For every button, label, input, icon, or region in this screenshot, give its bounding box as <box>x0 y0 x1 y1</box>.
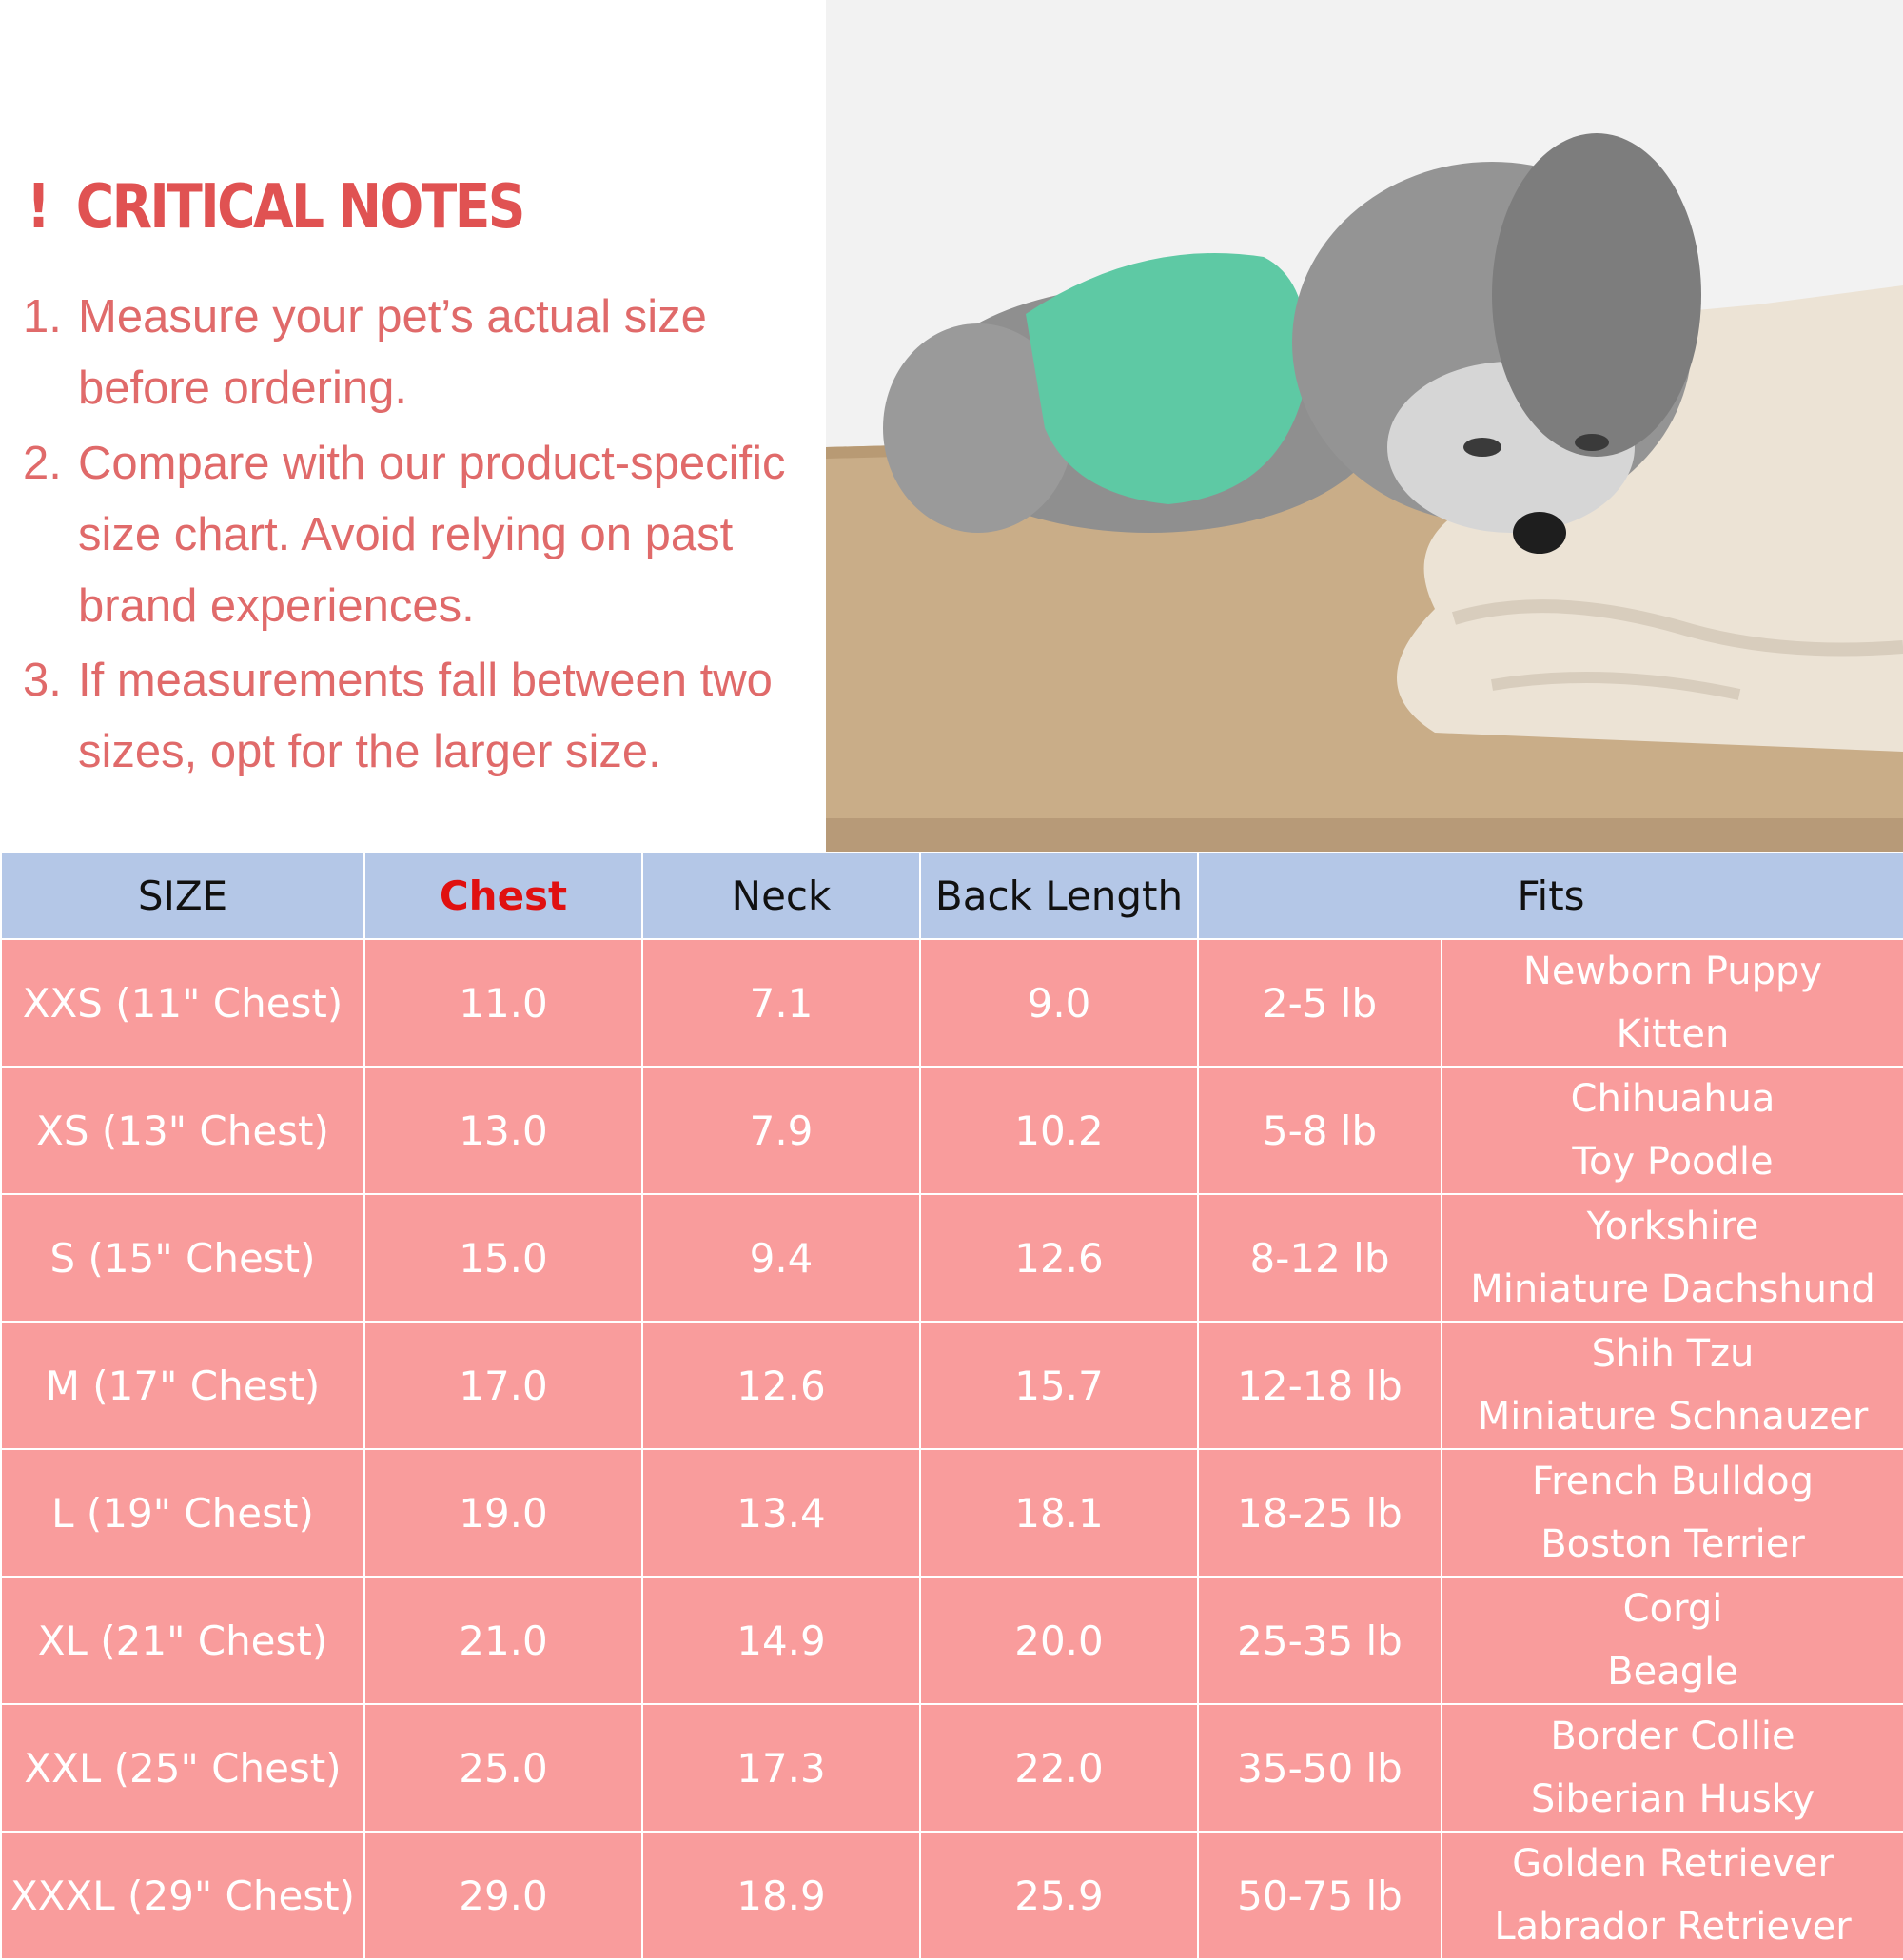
size-cell: XXXL (29" Chest) <box>1 1832 364 1959</box>
table-row <box>1 939 1903 1067</box>
neck-cell: 14.9 <box>642 1577 920 1704</box>
weight-cell: 25-35 lb <box>1198 1577 1442 1704</box>
fits-cell <box>1442 1322 1903 1449</box>
fits-cell <box>1442 1449 1903 1577</box>
fits-cell <box>1442 1067 1903 1194</box>
back-length-cell: 22.0 <box>920 1704 1198 1832</box>
back-length-cell: 15.7 <box>920 1322 1198 1449</box>
table-row <box>1 1577 1903 1704</box>
neck-cell: 7.9 <box>642 1067 920 1194</box>
note-text: Measure your pet’s actual size before ordering. <box>78 291 707 414</box>
back-length-cell: 18.1 <box>920 1449 1198 1577</box>
exclamation-icon: ! <box>27 172 49 243</box>
breed-2: Siberian Husky <box>1530 1777 1815 1821</box>
breed-2: Toy Poodle <box>1572 1140 1774 1184</box>
table-header-row <box>1 853 1903 939</box>
fits-column-header: Fits <box>1198 853 1903 939</box>
back-length-cell: 20.0 <box>920 1577 1198 1704</box>
chest-cell: 25.0 <box>364 1704 642 1832</box>
neck-cell: 18.9 <box>642 1832 920 1959</box>
back-length-cell: 9.0 <box>920 939 1198 1067</box>
neck-cell: 17.3 <box>642 1704 920 1832</box>
breed-1: Yorkshire <box>1586 1205 1759 1248</box>
back-length-column-header: Back Length <box>920 853 1198 939</box>
fits-cell <box>1442 939 1903 1067</box>
poodle-in-green-shirt-photo <box>826 0 1903 852</box>
weight-cell: 50-75 lb <box>1198 1832 1442 1959</box>
notes-title-text: CRITICAL NOTES <box>75 172 523 243</box>
chest-cell: 13.0 <box>364 1067 642 1194</box>
size-cell: M (17" Chest) <box>1 1322 364 1449</box>
breed-2: Miniature Dachshund <box>1470 1267 1875 1311</box>
neck-column-header: Neck <box>642 853 920 939</box>
weight-cell: 12-18 lb <box>1198 1322 1442 1449</box>
chest-cell: 17.0 <box>364 1322 642 1449</box>
chest-cell: 19.0 <box>364 1449 642 1577</box>
table-row <box>1 1704 1903 1832</box>
table-row <box>1 1194 1903 1322</box>
breed-1: Golden Retriever <box>1512 1842 1834 1886</box>
breed-1: Corgi <box>1622 1587 1723 1631</box>
weight-cell: 5-8 lb <box>1198 1067 1442 1194</box>
breed-2: Beagle <box>1607 1650 1738 1694</box>
back-length-cell: 12.6 <box>920 1194 1198 1322</box>
notes-title <box>27 169 523 245</box>
breed-2: Miniature Schnauzer <box>1477 1395 1869 1439</box>
size-chart-table <box>0 852 1903 1960</box>
size-cell: S (15" Chest) <box>1 1194 364 1322</box>
chest-column-header: Chest <box>364 853 642 939</box>
chest-cell: 29.0 <box>364 1832 642 1959</box>
fits-cell <box>1442 1194 1903 1322</box>
chest-cell: 15.0 <box>364 1194 642 1322</box>
weight-cell: 18-25 lb <box>1198 1449 1442 1577</box>
back-length-cell: 10.2 <box>920 1067 1198 1194</box>
neck-cell: 9.4 <box>642 1194 920 1322</box>
size-cell: XXL (25" Chest) <box>1 1704 364 1832</box>
note-text: Compare with our product-specific size chart. Avoid relying on past brand experiences. <box>78 438 786 632</box>
size-column-header: SIZE <box>1 853 364 939</box>
fits-cell <box>1442 1577 1903 1704</box>
note-text: If measurements fall between two sizes, opt for the larger size. <box>78 655 773 777</box>
back-length-cell: 25.9 <box>920 1832 1198 1959</box>
weight-cell: 8-12 lb <box>1198 1194 1442 1322</box>
breed-1: Chihuahua <box>1570 1077 1775 1121</box>
chest-cell: 11.0 <box>364 939 642 1067</box>
neck-cell: 7.1 <box>642 939 920 1067</box>
weight-cell: 35-50 lb <box>1198 1704 1442 1832</box>
table-row <box>1 1322 1903 1449</box>
note-number: 1. <box>23 291 62 343</box>
critical-notes-panel <box>0 0 826 852</box>
neck-cell: 12.6 <box>642 1322 920 1449</box>
breed-1: Shih Tzu <box>1591 1332 1755 1376</box>
fits-cell <box>1442 1832 1903 1959</box>
size-cell: XS (13" Chest) <box>1 1067 364 1194</box>
table-row <box>1 1067 1903 1194</box>
table-row <box>1 1449 1903 1577</box>
breed-2: Kitten <box>1616 1012 1730 1056</box>
breed-2: Labrador Retriever <box>1494 1905 1852 1949</box>
neck-cell: 13.4 <box>642 1449 920 1577</box>
weight-cell: 2-5 lb <box>1198 939 1442 1067</box>
size-cell: XXS (11" Chest) <box>1 939 364 1067</box>
size-cell: L (19" Chest) <box>1 1449 364 1577</box>
breed-1: Border Collie <box>1550 1715 1795 1758</box>
note-number: 3. <box>23 655 62 706</box>
breed-2: Boston Terrier <box>1540 1522 1805 1566</box>
table-row <box>1 1832 1903 1959</box>
fits-cell <box>1442 1704 1903 1832</box>
breed-1: Newborn Puppy <box>1522 950 1823 993</box>
chest-cell: 21.0 <box>364 1577 642 1704</box>
size-cell: XL (21" Chest) <box>1 1577 364 1704</box>
note-number: 2. <box>23 438 62 489</box>
breed-1: French Bulldog <box>1532 1460 1814 1503</box>
